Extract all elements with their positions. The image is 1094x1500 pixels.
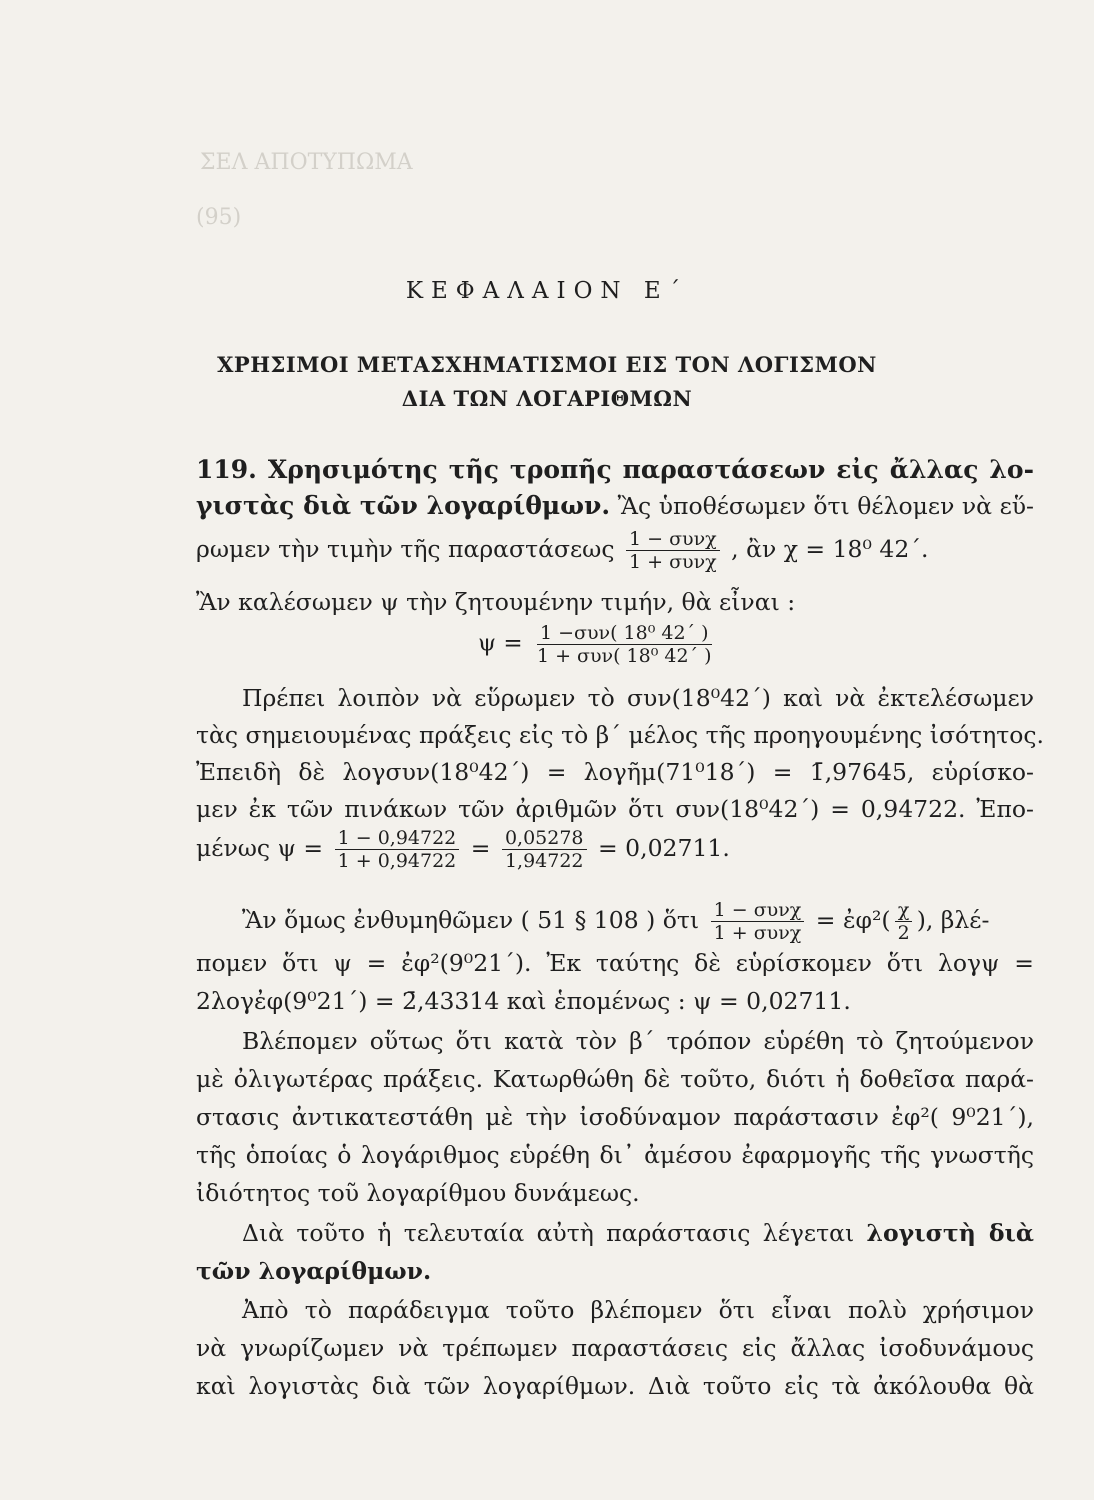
paragraph-text: Ἀπὸ τὸ παράδειγμα τοῦτο βλέπομεν ὅτι εἶναι πολὺ χρήσιμον (242, 1296, 1034, 1324)
fraction-denominator: 1 + 0,94722 (337, 850, 457, 872)
equation-psi (478, 622, 719, 667)
paragraph-line: στασις ἀντικατεστάθη μὲ τὴν ἰσοδύναμον παράστασιν ἐφ²( 9⁰21΄), (196, 1103, 1034, 1131)
chapter-subtitle-line1: ΧΡΗΣΙΜΟΙ ΜΕΤΑΣΧΗΜΑΤΙΣΜΟΙ ΕΙΣ ΤΟΝ ΛΟΓΙΣΜΟΝ (217, 352, 877, 377)
show-through-text: ΣΕΛ ΑΠΟΤΥΠΩΜΑ (200, 150, 413, 175)
term-bold: λογιστὴ διὰ (866, 1219, 1034, 1247)
paragraph-line: πομεν ὅτι ψ = ἐφ²(9⁰21΄). Ἐκ ταύτης δὲ εὑρίσκομεν ὅτι λογψ = (196, 949, 1034, 977)
paragraph-text: = 0,02711. (598, 834, 730, 862)
fraction-numerator: 1 − συνχ (626, 528, 720, 551)
equals-sign: = (470, 834, 491, 862)
fraction-denominator: 1,94722 (504, 850, 584, 872)
show-through-number: (95) (196, 205, 242, 230)
fraction-numerator: 1 −συν( 18⁰ 42΄ ) (537, 622, 712, 645)
paragraph-text: Πρέπει λοιπὸν νὰ εὕρωμεν τὸ συν(18⁰42΄) καὶ νὰ ἐκτελέσωμεν (242, 684, 1034, 712)
paragraph-line: μεν ἐκ τῶν πινάκων τῶν ἀριθμῶν ὅτι συν(18⁰42΄) = 0,94722. Ἐπο- (196, 795, 1034, 823)
paragraph-line (196, 1218, 1034, 1248)
paragraph-text: μένως ψ = (196, 834, 324, 862)
paragraph-text: = ἐφ²( (815, 906, 891, 934)
section-heading-line1 (196, 455, 1034, 485)
paragraph-line: καὶ λογιστὰς διὰ τῶν λογαρίθμων. Διὰ τοῦτο εἰς τὰ ἀκόλουθα θὰ (196, 1372, 1034, 1400)
paragraph-line: Ἐπειδὴ δὲ λογσυν(18⁰42΄) = λογῆμ(71⁰18΄) = 1̄,97645, εὑρίσκο- (196, 758, 1034, 786)
fraction (534, 622, 715, 667)
term-bold: τῶν λογαρίθμων. (196, 1257, 432, 1285)
chapter-title: ΚΕΦΑΛΑΙΟΝ Ε΄ (405, 278, 689, 304)
equation-lhs: ψ = (478, 630, 523, 657)
paragraph-line: μὲ ὀλιγωτέρας πράξεις. Κατωρθώθη δὲ τοῦτο, διότι ἡ δοθεῖσα παρά- (196, 1065, 1034, 1093)
section-number: 119. (196, 455, 257, 484)
paragraph-line (196, 1295, 1034, 1325)
fraction-numerator: χ (895, 899, 913, 922)
fraction-numerator: 1 − 0,94722 (335, 827, 460, 850)
paragraph-text: , ἂν χ = 18⁰ 42΄. (731, 535, 929, 563)
paragraph-line: Ἂν καλέσωμεν ψ τὴν ζητουμένην τιμήν, θὰ εἶναι : (196, 588, 796, 616)
fraction-denominator: 1 + συνχ (629, 551, 717, 573)
equation-line (196, 826, 1034, 872)
section-heading-text: Χρησιμότης τῆς τροπῆς παραστάσεων εἰς ἄλλας λο- (267, 455, 1034, 484)
paragraph-line: ἰδιότητος τοῦ λογαρίθμου δυνάμεως. (196, 1179, 640, 1207)
paragraph-text: Ἂν ὅμως ἐνθυμηθῶμεν ( 51 § 108 ) ὅτι (242, 906, 700, 934)
fraction-numerator: 0,05278 (502, 827, 587, 850)
fraction (502, 827, 587, 872)
fraction-denominator: 1 + συνχ (713, 922, 802, 944)
fraction (335, 827, 460, 872)
chapter-subtitle-line2: ΔΙΑ ΤΩΝ ΛΟΓΑΡΙΘΜΩΝ (401, 386, 693, 411)
equation-line (196, 898, 1034, 944)
section-heading-continued: γιστὰς διὰ τῶν λογαρίθμων. (196, 491, 611, 520)
paragraph-line: 2λογἐφ(9⁰21΄) = 2̄,43314 καὶ ἑπομένως : ψ = 0,02711. (196, 987, 851, 1015)
paragraph-text: Ἂς ὑποθέσωμεν ὅτι θέλομεν νὰ εὕ- (617, 492, 1034, 520)
fraction (626, 528, 720, 573)
paragraph-line: νὰ γνωρίζωμεν νὰ τρέπωμεν παραστάσεις εἰς ἄλλας ἰσοδυνάμους (196, 1334, 1034, 1362)
paragraph-line: τὰς σημειουμένας πράξεις εἰς τὸ β΄ μέλος τῆς προηγουμένης ἰσότητος. (196, 721, 1044, 749)
paragraph-line: τῆς ὁποίας ὁ λογάριθμος εὑρέθη δι᾽ ἀμέσου ἐφαρμογῆς τῆς γνωστῆς (196, 1141, 1034, 1169)
paragraph-text: ), βλέ- (916, 906, 990, 934)
fraction-numerator: 1 − συνχ (711, 899, 805, 922)
paragraph-line (196, 527, 1034, 573)
paragraph-line (196, 683, 1034, 713)
paragraph-text: Βλέπομεν οὕτως ὅτι κατὰ τὸν β΄ τρόπον εὑρέθη τὸ ζητούμενον (242, 1027, 1034, 1055)
paragraph-line (196, 1026, 1034, 1056)
paragraph-text: Διὰ τοῦτο ἡ τελευταία αὐτὴ παράστασις λέγεται (242, 1219, 855, 1247)
fraction (711, 899, 805, 944)
fraction (895, 899, 913, 944)
fraction-denominator: 1 + συν( 18⁰ 42΄ ) (536, 645, 712, 667)
fraction-denominator: 2 (897, 922, 910, 944)
paragraph-text: ρωμεν τὴν τιμὴν τῆς παραστάσεως (196, 535, 615, 563)
section-heading-line2 (196, 491, 1034, 521)
